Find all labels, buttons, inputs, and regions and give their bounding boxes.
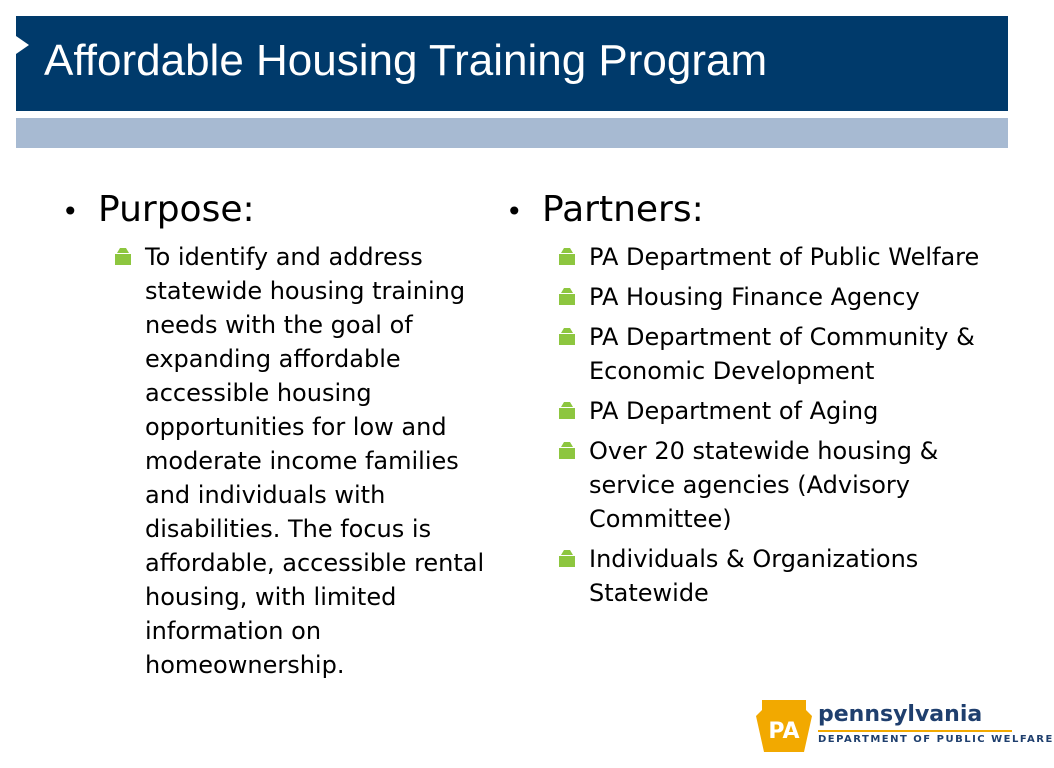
list-item [506, 434, 996, 536]
partners-column [506, 188, 996, 616]
slide-title: Affordable Housing Training Program [44, 36, 768, 85]
purpose-column [62, 188, 492, 688]
bullet-dot-icon: • [506, 195, 523, 228]
list-item [506, 394, 996, 428]
green-square-bullet-icon [558, 248, 576, 266]
list-item [506, 320, 996, 388]
partners-list [506, 240, 996, 610]
partner-item-text: PA Department of Community & Economic Development [589, 323, 975, 385]
green-square-bullet-icon [558, 550, 576, 568]
keystone-mark-text: PA [768, 719, 800, 744]
partners-heading-text: Partners: [542, 189, 704, 230]
list-item [506, 280, 996, 314]
purpose-item-text: To identify and address statewide housing training needs with the goal of expanding affordable accessible housing opportunities for low and moderate income families and individuals with disabilities. The focus is affordable, accessible rental housing, with limited information on homeownership. [145, 243, 485, 679]
partner-item-text: PA Housing Finance Agency [589, 283, 920, 311]
list-item [62, 240, 492, 682]
green-square-bullet-icon [558, 402, 576, 420]
green-square-bullet-icon [558, 442, 576, 460]
partner-item-text: Individuals & Organizations Statewide [589, 545, 919, 607]
green-square-bullet-icon [558, 328, 576, 346]
logo-divider [818, 730, 1012, 732]
logo-department: DEPARTMENT OF PUBLIC WELFARE [818, 734, 1054, 745]
partner-item-text: PA Department of Public Welfare [589, 243, 980, 271]
list-item [506, 542, 996, 610]
title-underline-bar [16, 118, 1008, 148]
partner-item-text: Over 20 statewide housing & service agencies (Advisory Committee) [589, 437, 939, 533]
green-square-bullet-icon [558, 288, 576, 306]
bullet-dot-icon: • [62, 195, 79, 228]
purpose-heading [62, 188, 492, 234]
partners-heading [506, 188, 996, 234]
logo-name: pennsylvania [818, 702, 983, 727]
keystone-icon [756, 698, 812, 754]
purpose-list [62, 240, 492, 682]
pennsylvania-dpw-logo [756, 698, 1054, 754]
green-square-bullet-icon [114, 248, 132, 266]
title-arrow-icon [16, 36, 29, 54]
partner-item-text: PA Department of Aging [589, 397, 879, 425]
purpose-heading-text: Purpose: [98, 189, 255, 230]
list-item [506, 240, 996, 274]
